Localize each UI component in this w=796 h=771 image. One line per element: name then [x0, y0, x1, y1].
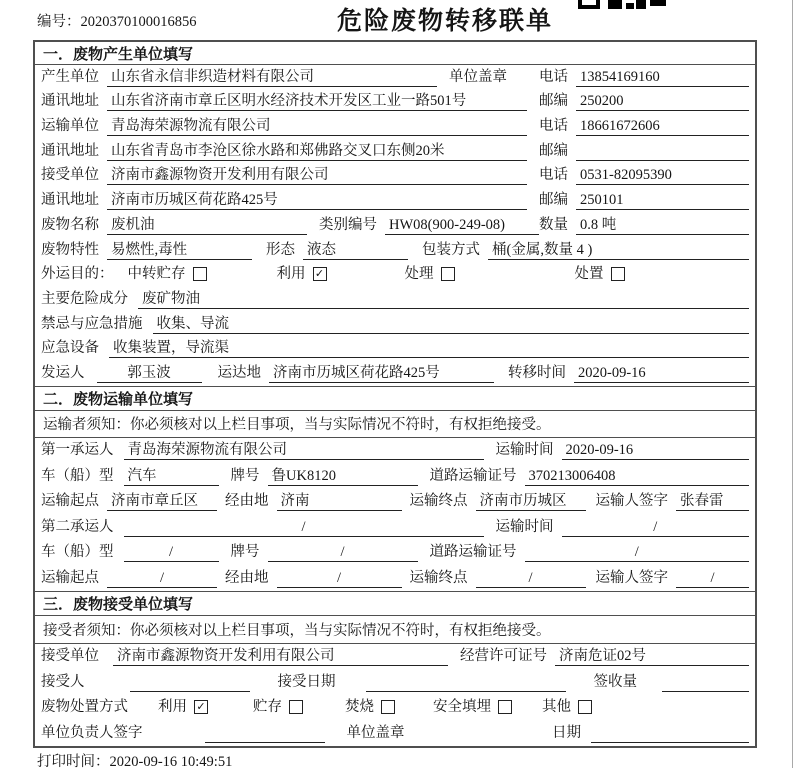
producer-address-value: 山东省济南市章丘区明水经济技术开发区工业一路501号 [107, 92, 527, 111]
carrier1-label: 第一承运人 [41, 442, 114, 459]
plate1-value: 鲁UK8120 [268, 467, 418, 486]
purpose-option-reuse-label: 利用 [276, 266, 306, 283]
waste-traits-value: 易燃性,毒性 [107, 241, 252, 260]
section-producer [35, 42, 755, 386]
plate2-value: / [268, 543, 418, 562]
packing-value: 桶(金属,数量 4 ) [488, 241, 749, 260]
waste-category-value: HW08(900-249-08) [385, 216, 539, 235]
route2-start-value: / [107, 569, 217, 588]
waste-qty-label: 数量 [539, 216, 568, 233]
route2-start-label: 运输起点 [41, 569, 99, 586]
page-edge-line [792, 0, 793, 768]
carrier1-value: 青岛海荣源物流有限公司 [124, 441, 484, 460]
section-3-heading-text: 三．废物接受单位填写 [43, 595, 194, 613]
consignor-label: 发运人 [41, 364, 85, 381]
waste-name-value: 废机油 [107, 216, 307, 235]
disposal-reuse-label: 利用 [158, 699, 187, 716]
taboo-value: 收集、导流 [153, 315, 750, 334]
section-receive [35, 591, 755, 746]
receiver-notice-text: 接受者须知：你必须核对以上栏目事项，当与实际情况不符时，有权拒绝接受。 [43, 622, 551, 639]
transfer-time-value: 2020-09-16 [574, 364, 749, 383]
print-time-label: 打印时间： [37, 754, 110, 770]
vehicle2-row [35, 540, 755, 566]
disposal-incinerate-checkbox [381, 700, 395, 714]
carrier1-row [35, 438, 755, 464]
producer-zip-value: 250200 [576, 92, 749, 111]
disposal-option-incinerate [345, 698, 395, 717]
purpose-reuse-checkbox [313, 267, 327, 281]
producer-address-row [35, 90, 755, 115]
section-transport [35, 386, 755, 591]
sign-date-value [591, 724, 749, 743]
receiver-zip-value: 250101 [576, 191, 749, 210]
transporter-phone-label: 电话 [539, 118, 568, 135]
receiver-row [35, 164, 755, 189]
route2-end-value: / [476, 569, 586, 588]
checkbox-mark: ✓ [314, 267, 325, 281]
route1-via-value: 济南 [277, 492, 402, 511]
route1-sign-label: 运输人签字 [595, 493, 668, 510]
route1-via-label: 经由地 [225, 493, 269, 510]
accept-date-value [366, 673, 566, 692]
disposal-other-label: 其他 [542, 699, 571, 716]
route1-start-label: 运输起点 [41, 493, 99, 510]
vehicle1-type-label: 车（船）型 [41, 467, 114, 484]
receiver-address-label: 通讯地址 [41, 192, 99, 209]
plate2-label: 牌号 [230, 544, 260, 561]
receiver-phone-value: 0531-82095390 [576, 166, 749, 185]
waste-qty-value: 0.8 吨 [576, 216, 749, 235]
sign-date-label: 日期 [552, 724, 581, 741]
purpose-dispose-checkbox [611, 267, 625, 281]
receiver-address-value: 济南市历城区荷花路425号 [107, 191, 527, 210]
print-time-value: 2020-09-16 10:49:51 [109, 754, 233, 770]
equipment-row [35, 337, 755, 362]
checkbox-mark: ✓ [196, 700, 206, 714]
receiver-phone-label: 电话 [539, 167, 568, 184]
waste-traits-label: 废物特性 [41, 241, 99, 258]
receiver-label: 接受单位 [41, 167, 99, 184]
consignor-value: 郭玉波 [97, 364, 202, 383]
disposal-store-label: 贮存 [253, 699, 282, 716]
disposal-option-reuse [158, 698, 208, 717]
accept-unit-row [35, 644, 755, 670]
road-permit2-value: / [525, 543, 750, 562]
waste-name-row [35, 213, 755, 238]
serial-value: 2020370100016856 [80, 14, 197, 30]
section-1-heading-text: 一．废物产生单位填写 [43, 45, 194, 63]
transporter-row [35, 114, 755, 139]
producer-phone-value: 13854169160 [576, 68, 749, 87]
transporter-zip-value [576, 142, 749, 161]
route2-row [35, 565, 755, 591]
vehicle1-type-value: 汽车 [124, 467, 219, 486]
serial-label: 编号： [37, 14, 81, 30]
signed-qty-label: 签收量 [593, 673, 637, 690]
hazard-label: 主要危险成分 [41, 290, 128, 307]
disposal-landfill-checkbox [498, 700, 512, 714]
transport-time2-label: 运输时间 [495, 518, 554, 535]
plate1-label: 牌号 [230, 467, 260, 484]
carrier2-row [35, 514, 755, 540]
receiver-notice [35, 616, 755, 644]
route2-end-label: 运输终点 [409, 569, 468, 586]
disposal-row [35, 695, 755, 721]
route2-via-value: / [277, 569, 402, 588]
unit-seal-label: 单位盖章 [346, 724, 405, 741]
purpose-option-reuse [277, 265, 327, 284]
packing-label: 包装方式 [422, 241, 480, 258]
hazard-value: 废矿物油 [138, 290, 749, 309]
purpose-treat-checkbox [441, 267, 455, 281]
taboo-label: 禁忌与应急措施 [41, 315, 143, 332]
waste-form-label: 形态 [266, 241, 295, 258]
transporter-notice [35, 411, 755, 438]
acceptor-label: 接受人 [41, 673, 85, 690]
acceptor-row [35, 669, 755, 695]
producer-phone-label: 电话 [539, 68, 568, 85]
seal-label: 单位盖章 [449, 68, 507, 85]
accept-unit-value: 济南市鑫源物资开发利用有限公司 [113, 647, 448, 666]
purpose-option-dispose-label: 处置 [574, 266, 604, 283]
section-3-heading [35, 592, 755, 616]
form-table [33, 40, 757, 748]
disposal-reuse-checkbox [194, 700, 208, 714]
signoff-row [35, 720, 755, 746]
disposal-landfill-label: 安全填埋 [433, 699, 491, 716]
purpose-option-dispose [575, 265, 625, 284]
transporter-address-value: 山东省青岛市李沧区徐水路和郑佛路交叉口东侧20米 [107, 142, 527, 161]
transporter-notice-text: 运输者须知：你必须核对以上栏目事项，当与实际情况不符时，有权拒绝接受。 [43, 417, 551, 434]
transporter-phone-value: 18661672606 [576, 117, 749, 136]
equipment-value: 收集装置，导流渠 [109, 339, 749, 358]
transport-time1-label: 运输时间 [495, 442, 554, 459]
carrier2-label: 第二承运人 [41, 518, 114, 535]
signed-qty-value [662, 673, 749, 692]
hazard-row [35, 287, 755, 312]
disposal-other-checkbox [578, 700, 592, 714]
accept-unit-label: 接受单位 [41, 648, 99, 665]
section-1-heading [35, 42, 755, 65]
route1-sign-value: 张春雷 [676, 492, 749, 511]
taboo-row [35, 312, 755, 337]
waste-name-label: 废物名称 [41, 216, 99, 233]
route1-end-label: 运输终点 [409, 493, 468, 510]
consignor-row [35, 361, 755, 386]
receiver-value: 济南市鑫源物资开发利用有限公司 [107, 166, 527, 185]
equipment-label: 应急设备 [41, 340, 99, 357]
waste-category-label: 类别编号 [319, 216, 377, 233]
destination-value: 济南市历城区荷花路425号 [269, 364, 494, 383]
route1-end-value: 济南市历城区 [476, 492, 586, 511]
carrier2-value: / [124, 518, 484, 537]
disposal-option-other [542, 698, 592, 717]
disposal-store-checkbox [289, 700, 303, 714]
vehicle1-row [35, 463, 755, 489]
route2-sign-value: / [676, 569, 749, 588]
disposal-incinerate-label: 焚烧 [345, 699, 374, 716]
receiver-address-row [35, 188, 755, 213]
disposal-label: 废物处置方式 [41, 699, 128, 716]
waste-form-value: 液态 [303, 241, 408, 260]
disposal-option-store [253, 698, 303, 717]
transporter-address-row [35, 139, 755, 164]
producer-address-label: 通讯地址 [41, 93, 99, 110]
purpose-transfer-checkbox [193, 267, 207, 281]
purpose-row [35, 263, 755, 288]
license-label: 经营许可证号 [460, 648, 547, 665]
producer-value: 山东省永信非织造材料有限公司 [107, 68, 437, 87]
road-permit1-label: 道路运输证号 [429, 467, 517, 484]
section-2-heading [35, 387, 755, 411]
producer-zip-label: 邮编 [539, 93, 568, 110]
purpose-option-transfer [128, 265, 207, 284]
license-value: 济南危证02号 [555, 647, 749, 666]
road-permit2-label: 道路运输证号 [429, 544, 517, 561]
route1-start-value: 济南市章丘区 [107, 492, 217, 511]
purpose-option-treat-label: 处理 [404, 266, 434, 283]
acceptor-value [130, 673, 250, 692]
vehicle2-type-label: 车（船）型 [41, 544, 114, 561]
waste-traits-row [35, 238, 755, 263]
transporter-zip-label: 邮编 [539, 142, 568, 159]
transfer-time-label: 转移时间 [508, 364, 566, 381]
disposal-option-landfill [433, 698, 512, 717]
receiver-zip-label: 邮编 [539, 192, 568, 209]
producer-label: 产生单位 [41, 68, 99, 85]
transport-time2-value: / [562, 518, 750, 537]
route1-row [35, 489, 755, 515]
transporter-address-label: 通讯地址 [41, 142, 99, 159]
transport-time1-value: 2020-09-16 [562, 441, 750, 460]
destination-label: 运达地 [217, 364, 261, 381]
purpose-option-treat [405, 265, 455, 284]
producer-row [35, 65, 755, 90]
route2-sign-label: 运输人签字 [595, 569, 668, 586]
transporter-label: 运输单位 [41, 118, 99, 135]
page-title: 危险废物转移联单 [336, 7, 553, 35]
road-permit1-value: 370213006408 [525, 467, 750, 486]
section-2-heading-text: 二．废物运输单位填写 [43, 390, 194, 408]
transporter-value: 青岛海荣源物流有限公司 [107, 117, 527, 136]
qr-code-icon [578, 0, 666, 9]
route2-via-label: 经由地 [225, 569, 269, 586]
vehicle2-type-value: / [124, 543, 219, 562]
responsible-sign-label: 单位负责人签字 [41, 724, 143, 741]
purpose-option-transfer-label: 中转贮存 [127, 266, 186, 283]
responsible-sign-value [205, 724, 325, 743]
accept-date-label: 接受日期 [277, 673, 336, 690]
purpose-label: 外运目的： [41, 266, 114, 283]
